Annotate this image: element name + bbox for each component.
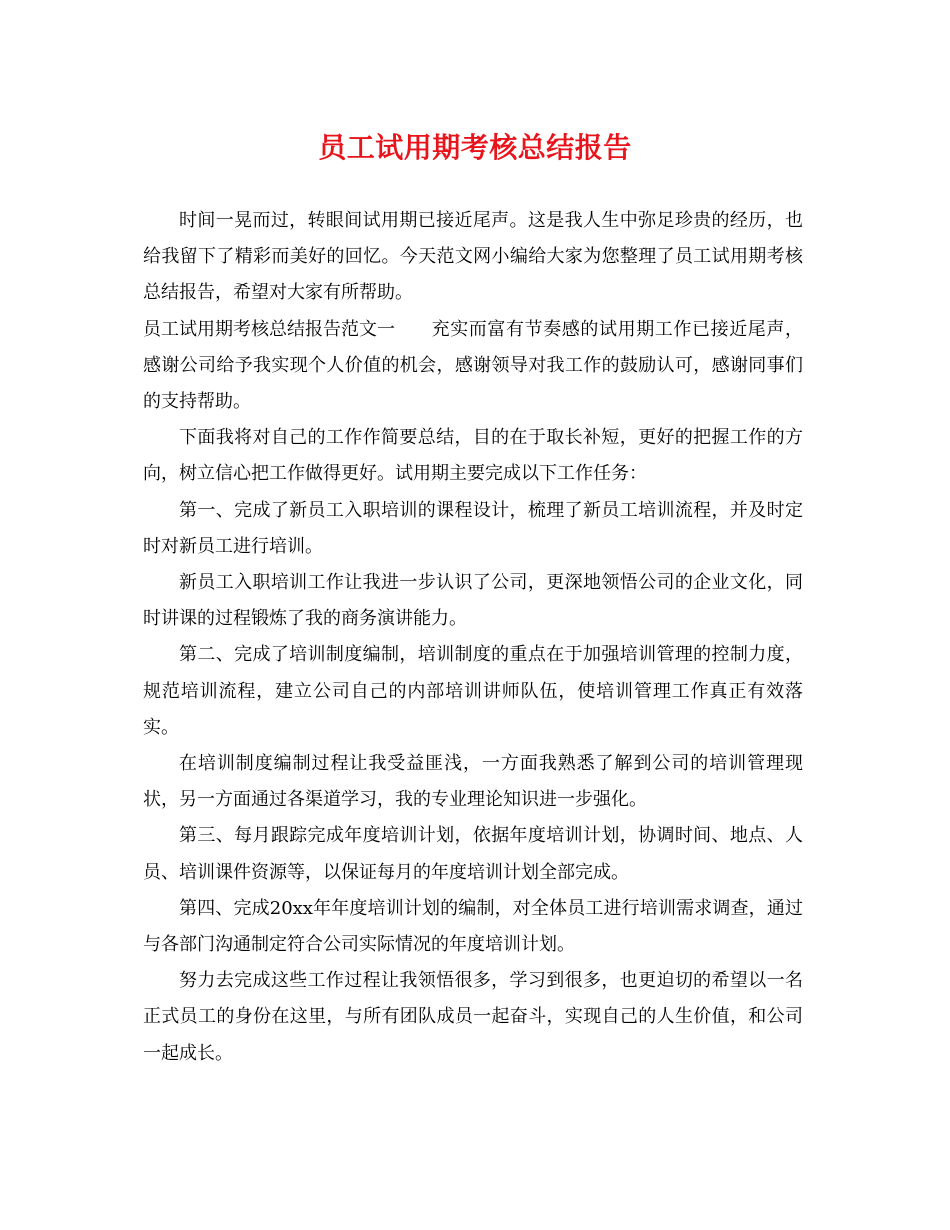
sample-first-paragraph <box>143 312 803 421</box>
document-body <box>143 203 803 1072</box>
body-paragraph: 下面我将对自己的工作作简要总结，目的在于取长补短，更好的把握工作的方向，树立信心把工作做得更好。试用期主要完成以下工作任务： <box>143 427 803 485</box>
sample-label: 员工试用期考核总结报告范文一 <box>143 318 395 340</box>
intro-paragraph: 时间一晃而过，转眼间试用期已接近尾声。这是我人生中弥足珍贵的经历，也给我留下了精彩而美好的回忆。今天范文网小编给大家为您整理了员工试用期考核总结报告，希望对大家有所帮助。 <box>143 210 803 304</box>
body-paragraph: 第四、完成20xx年年度培训计划的编制，对全体员工进行培训需求调查，通过与各部门沟通制定符合公司实际情况的年度培训计划。 <box>143 897 803 956</box>
sample-first-text: 充实而富有节奏感的试用期工作已接近尾声，感谢公司给予我实现个人价值的机会，感谢领导对我工作的鼓励认可，感谢同事们的支持帮助。 <box>143 318 803 413</box>
body-paragraph: 第一、完成了新员工入职培训的课程设计，梳理了新员工培训流程，并及时定时对新员工进行培训。 <box>143 499 803 557</box>
body-paragraph: 第二、完成了培训制度编制，培训制度的重点在于加强培训管理的控制力度，规范培训流程，建立公司自己的内部培训讲师队伍，使培训管理工作真正有效落实。 <box>143 644 803 738</box>
body-paragraph: 新员工入职培训工作让我进一步认识了公司，更深地领悟公司的企业文化，同时讲课的过程锻炼了我的商务演讲能力。 <box>143 572 803 630</box>
body-paragraph: 第三、每月跟踪完成年度培训计划，依据年度培训计划，协调时间、地点、人员、培训课件资源等，以保证每月的年度培训计划全部完成。 <box>143 825 803 883</box>
body-paragraph: 在培训制度编制过程让我受益匪浅，一方面我熟悉了解到公司的培训管理现状，另一方面通过各渠道学习，我的专业理论知识进一步强化。 <box>143 753 803 811</box>
document-title: 员工试用期考核总结报告 <box>318 131 632 164</box>
body-paragraph: 努力去完成这些工作过程让我领悟很多，学习到很多，也更迫切的希望以一名正式员工的身份在这里，与所有团队成员一起奋斗，实现自己的人生价值，和公司一起成长。 <box>143 970 803 1064</box>
